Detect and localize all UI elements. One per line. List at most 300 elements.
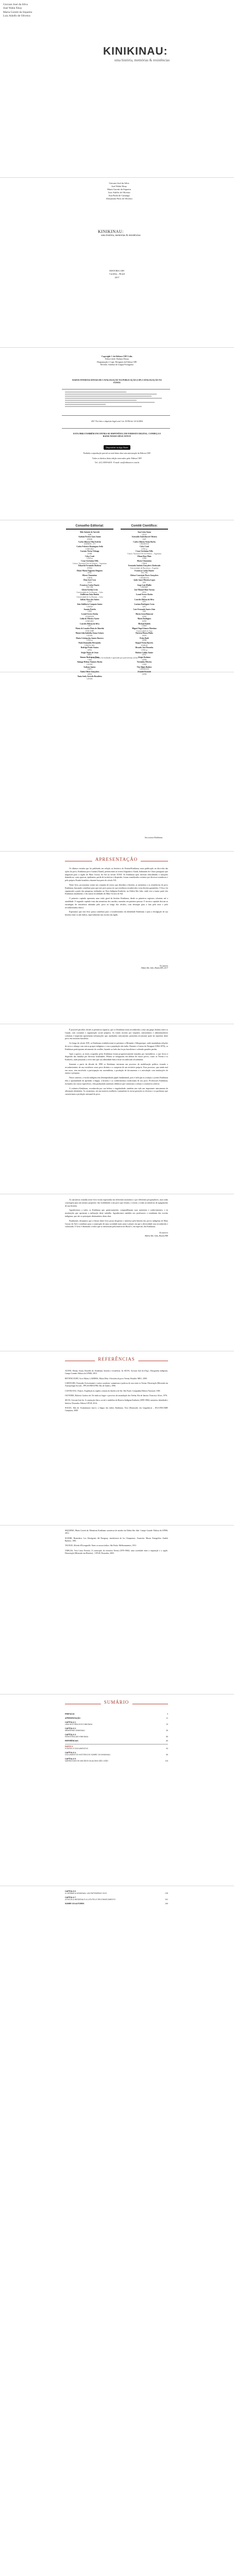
member-institution: UNIOESTE [140,543,149,546]
paragraph: Finalmente, desejamos que a leitura deste livro possa despertar o interesse pela história dos povos indígenas de Mato Grosso do Sul e contribuir para a construção de uma sociedade mais justa e plural, em que a diversidade seja reconhecida e valorizada. O livro é destinado a todos que se interessam pela história do Brasil e, em especial, dos Kinikinau. [65,1219,168,1228]
member-institution: UFPI [88,611,92,613]
member-name: Sérgio Nunes de Jesus [81,651,98,654]
summary-entry-page: 35 [166,1730,168,1732]
council-member [121,541,168,546]
reference-item: CARVALHO, Fernanda. Koixomuneti e outros curadores: xamanismo e práticas de cura entre os Terena. Dissertação (Mestrado em Antropologia Social) – PPGAS/MN/UFRJ, Rio de Janeiro, 1996. [65,1382,168,1387]
member-institution: UFPR [142,673,147,675]
half-title-imprint [109,269,125,279]
summary-entry-label: CAPÍTULO 5 [65,1758,76,1760]
catalog-card-lines [65,392,167,408]
council-member [66,589,113,594]
member-name: Eliane Rose Maio [137,555,152,557]
summary-entry-title: A ESCOLA INDÍGENA E A LUTA PELO RECONHECIMENTO [65,1899,115,1901]
councils-page [0,520,234,680]
council-member [66,603,113,608]
revision-line: Revisão: Analista de Língua Portuguesa [101,363,133,366]
cover-page [0,0,234,178]
member-name: Maria de Lourdes Pinto de Almeida [75,627,104,630]
council-member [121,644,168,651]
council-member [121,642,168,647]
reference-item: VARGAS, Vera Lúcia Ferreira. A construção do território Terena (1870-1966): uma sociedade entre a imposição e a opção. Dissertação (Mestrado em História) – UFGD, Dourados, 2003. [65,1549,168,1554]
council-member [121,570,168,574]
half-title-author: Alessandra Pires de Oliveira [106,197,132,200]
paragraph: Agradecemos a todos os Kinikinau que, generosamente, compartilharam suas memórias e conhecimentos, e às instituições que apoiaram a realização deste trabalho. Agradecemos também aos professores e estudantes das escolas indígenas, que são os principais destinatários desta obra. [65,1209,168,1217]
council-member [121,550,168,555]
member-name: Guillermo Arias Beatón [80,594,99,596]
member-name: Carlos Federico Dominguez Avila [76,546,103,548]
member-name: Carlos Alberto Vieira Borba [133,540,156,543]
member-institution: UFPB [142,658,147,661]
paragraph: As narrativas reunidas neste livro foram registradas em diferentes momentos e por diferentes pesquisadores, mas todas convergem para um mesmo propósito: dar visibilidade a um povo que resistiu, e resiste, a todas as tentativas de apagamento de sua história. [65,1198,168,1207]
signature-name: Os autores [159,965,168,967]
cover-author: Maria Goretti da Siqueira [3,10,32,14]
summary-list [65,1713,168,1764]
editorial-council-bar [66,529,113,530]
member-institution: UFOPA [87,634,93,637]
council-member [121,634,168,642]
member-institution: Universidade de La Havana – Cuba [76,596,103,599]
member-institution: UFRN [142,625,147,628]
member-name: Raquel Vieira Barreto [135,641,154,644]
reproduction-notice: Proibida a reprodução parcial ou total desta obra sem autorização da Editora CRV [83,452,151,454]
council-member [66,541,113,546]
member-institution: UFRJ [87,601,92,603]
member-institution: UNESP [87,605,93,608]
half-title-author: Maria Goretti da Siqueira [107,188,131,191]
member-name: Jorge Luís Mialhe [137,584,152,586]
summary-entry[interactable] [65,1717,168,1719]
council-member [66,533,113,541]
member-institution: Universidade de Barcelona – Espanha [130,567,159,570]
council-member [121,531,168,536]
scientific-committee [121,524,168,675]
member-institution: USP [142,538,146,541]
summary-entry-title: NARRATIVAS DE ANCIÃOS DA ALDEIA SÃO JOÃO [65,1760,108,1762]
member-name: Pedro Bodê [140,637,149,639]
summary-entry-label: REFERÊNCIAS [65,1740,78,1742]
summary-entry-title: RESISTÊNCIAS KINIKINAU [65,1736,89,1738]
council-member [121,533,168,541]
paragraph: A cerâmica Kinikinau, reconhecida por sua beleza e singularidade, também tem sido um importante instrumento de afirmação identitária. As ceramistas, em sua maioria mulheres, transmitem às novas gerações as técnicas e os grafismos que caracterizam a produção artesanal do povo. [65,1087,168,1096]
member-institution: UFF [142,582,146,584]
summary-entry[interactable] [65,1740,168,1742]
council-member [66,658,113,666]
member-institution: UEFS [142,634,147,637]
body-signature [65,1231,168,1238]
summary-entry-label: SOBRE OS AUTORES [65,1903,85,1905]
member-institution: UFOPA [87,677,93,680]
paragraph: É possível perceber, desde os primeiros registros, que os Kinikinau eram reconhecidos como um grupo distinto entre os Guaná, com costumes e organização social próprios. As fontes escritas por viajantes, missionários e administradores coloniais e imperiais apresentam informações que, analisadas criticamente, permitem reconstruir parte da trajetória deste povo em território brasileiro. [65,1028,168,1040]
member-name: Paulo Romualdo Hernandes [78,641,101,644]
member-name: Aldo Antonio de Azevedo [79,531,100,533]
council-member [121,658,168,666]
council-member [121,589,168,594]
member-institution: UFAL [87,572,92,574]
member-institution: UFES [87,649,92,651]
member-name: Ariovaldo Umbelino de Oliveira [131,536,157,538]
council-member [66,615,113,622]
member-institution: UFMG [87,567,93,570]
council-member [121,584,168,589]
reference-item: SOUZA, Ilda de. Koenukunoe emo'u: a língua dos índios Kinikinau. Tese (Doutorado em Linguística) – IEL/UNICAMP, Campinas, 2008. [65,1406,168,1412]
member-name: Michael Rabelo [138,622,151,625]
member-name: Mario Rodrigues [137,618,152,620]
digital-notice: ESTA OBRA TAMBÉM ENCONTRA-SE DISPONÍVEL EM FORMATO DIGITAL. CONHEÇA E BAIXE NOSSO APLICATIVO! [73,432,161,438]
summary-entry-page: 93 [166,1748,168,1750]
member-name: Carlos Alberto Vilar Estêvão [78,540,102,543]
summary-entry-page: 169 [165,1903,168,1905]
summary-page [0,1694,234,1886]
summary-entry[interactable] [65,1727,168,1732]
text-page [0,1024,234,1194]
editorial-council-title: Conselho Editorial: [75,524,104,528]
member-institution: UNIMEP [141,586,148,589]
member-institution: UNICAMP [85,630,94,632]
council-member [66,560,113,565]
summary-entry-label: CAPÍTULO 2 [65,1727,76,1730]
references-heading-text: REFERÊNCIAS [95,1357,138,1362]
council-member [121,603,168,608]
member-institution: URI [142,596,146,599]
member-institution: UFRJ [142,615,147,618]
council-member [66,584,113,589]
member-name: Lídia de Oliveira Xavier [80,618,99,620]
member-name: Luciano Rodrigues Costa [134,603,155,606]
credits-block [71,355,163,366]
council-member [66,613,113,618]
summary-entry[interactable] [65,1903,168,1905]
imprint-publisher: EDITORA CRV [109,269,125,272]
member-institution: UFSC [142,654,147,656]
council-member [121,579,168,584]
summary-entry-label: APRESENTAÇÃO [65,1717,80,1719]
cover-subtitle: uma história, memórias & resistências [114,58,170,62]
member-institution: UFSCar [87,557,93,560]
summary-entry-label: CAPÍTULO 1 [65,1721,76,1723]
member-institution: UNIEURO [85,548,94,550]
member-name: Gleisse Conceição Flores Gonçalves [130,574,159,577]
council-member [121,613,168,618]
cover-author: José Wabá Xhuy [3,7,22,10]
summary-entry-title: A CERÂMICA KINIKINAU: UM PATRIMÔNIO VIVO [65,1892,107,1894]
member-name: Josania Portela [83,608,96,611]
council-member [121,663,168,671]
reference-item: TAUNAY, Alfredo d'Escragnolle. Entre os nossos índios. São Paulo: Melhoramentos, 1931. [65,1545,137,1547]
catalog-card [62,389,170,416]
summary-entry[interactable] [65,1890,168,1894]
member-institution: UFSCar [141,649,147,651]
summary-entry[interactable] [65,1744,168,1750]
member-name: Sydione Santos [83,666,96,668]
member-name: Eduardo Fernandes Barbosa [78,565,102,567]
reference-item: OLIVEIRA, Roberto Cardoso de. Do índio ao bugre: o processo de assimilação dos Terêna. Rio de Janeiro: Francisco Alves, 1976. [65,1394,168,1397]
summary-entry[interactable] [65,1713,168,1715]
summary-entry-page: 11 [166,1717,168,1719]
council-member [121,632,168,637]
member-name: Lourdes Helena da Silva [80,622,99,625]
member-institution: UFV [88,625,92,628]
member-name: Elione Maria Nogueira Diogenes [76,569,103,572]
presentation-signature [120,965,168,969]
summary-heading [65,1700,168,1708]
council-member [66,652,113,656]
member-institution: Universidade de Vigo [136,630,153,632]
summary-entry-title: DOCUMENTOS HISTÓRICOS SOBRE OS KINIKINAU [65,1754,110,1756]
member-name: Ana Lúcia Souza [137,531,152,533]
council-member [121,605,168,613]
summary-entry[interactable] [65,1734,168,1738]
member-institution: UNIOESTE [140,668,149,671]
member-institution: Universidade de La Havana – Cuba [76,591,103,594]
member-name: João Adalberto Campato Junior [77,603,103,606]
paragraph: Ao longo do século XIX, os Kinikinau estabeleceram-se próximos a Miranda e Albuquerque, onde mantinham relações de troca e aliança com outros grupos indígenas e com a população não índia. Durante a Guerra do Paraguai (1864-1870), os Kinikinau participaram ativamente do conflito, lutando ao lado das forças brasileiras e sofrendo grandes perdas. [65,1042,168,1050]
council-member [66,623,113,628]
council-member [66,550,113,555]
divider [62,428,170,429]
presentation-heading-text: APRESENTAÇÃO [92,857,141,862]
cover-author: Giovani José da Silva [3,3,28,6]
half-title-author: Giovani José da Silva [109,182,129,184]
member-institution: UNEB [142,562,147,565]
council-member [66,642,113,647]
member-name: Luís Fernando Soares Zuin [133,608,155,611]
contact-line: Tel.: (41) 3039-6418 - E-mail: sac@editoracrv.com.br [94,461,140,464]
half-title-author: Ana Paula de Camargo [108,194,130,197]
member-name: Jader Janer Moreira Lopes [133,579,156,582]
member-name: Leonel Severo Rocha [136,594,153,596]
presentation-heading [65,857,168,865]
member-institution: UFV [142,601,146,603]
paragraph: Esperamos que este livro possa contribuir para o fortalecimento da identidade Kinikinau e para a divulgação de sua história entre os não índios, especialmente nas escolas da região. [65,910,168,917]
member-name: Francisco Carlos Duarte [80,584,99,586]
member-name: Patrícia Moura Pinho [136,632,153,635]
member-institution: UFSCar [87,639,93,642]
member-name: Cesar Gerônimo Tello [136,550,153,553]
half-title-author: José Wabá Xhuy [111,185,127,188]
summary-entry-title: UMA HISTÓRIA DOS KINIKINAU [65,1723,93,1725]
member-institution: UEM [142,557,146,560]
paragraph: Neste livro, procuramos reunir um conjunto de textos que abordam a história, as memórias e as resistências do povo Kinikinau, buscando contribuir para que este povo possa ter sua existência reconhecida e seus direitos garantidos. O livro foi organizado a partir das pesquisas realizadas na Terra Indígena Kadiwéu, na Aldeia São João, onde vive a maior parte dos Kinikinau atualmente, e em outras localidades do Mato Grosso do Sul. [65,883,168,895]
scientific-committee-bar [121,529,168,530]
summary-entry-page: 95 [166,1754,168,1756]
council-member [66,634,113,642]
summary-entry-page: 55 [166,1736,168,1738]
member-name: Élsio José Corá [83,579,96,582]
member-institution: PUC-PR [141,572,148,574]
summary-page-continued [0,1886,234,1999]
member-name: Tania Suely Azevedo Brasileiro [77,675,102,678]
store-badge-wrap [71,442,163,451]
member-name: Elizeu Clementino [82,574,97,577]
editor-line: Editor-chefe: Railson Moura [105,358,129,361]
council-member [121,615,168,622]
reference-item: BITTENCOURT, Circe Maria; LADEIRA, Maria Elisa. A história do povo Terena. Brasília: MEC, 2000. [65,1377,147,1380]
member-name: José Manuel Ruiz Varona [134,589,155,591]
summary-entry[interactable] [65,1752,168,1756]
member-name: Celso Conti [140,546,149,548]
reference-item: SUSNIK, Branislava. Los Aborígenes del Paraguay: etnohistoria de los Chaquenses. Asunción: Museo Etnográfico Andrés Barbero, 1981. [65,1537,168,1542]
member-institution: UFRRJ [87,538,93,541]
member-name: Miguel Ángel Gómez-Martínez [132,627,157,630]
member-institution: IFRO [87,654,92,656]
council-member [66,605,113,613]
member-institution: UMINHO – PT [83,543,96,546]
imprint-year: 2017 [114,276,120,279]
ficha-title: DADOS INTERNACIONAIS DE CATALOGAÇÃO NA PUBLICAÇÃO (CIP) CATALOGAÇÃO NA FONTE [72,379,162,384]
app-store-badge[interactable]: Disponível na App Store [104,445,131,450]
council-member [66,663,113,671]
member-name: Rodrigo Pratte-Santos [80,647,99,649]
summary-entry[interactable] [65,1758,168,1762]
dedication-text: Aos nossos Kinikinau. [144,836,163,839]
half-title-authors [101,182,137,200]
reference-item: CASTELNAU, Francis. Expedição às regiões centrais da América do Sul. São Paulo: Companhia Editora Nacional, 1949. [65,1389,161,1392]
half-title-subtitle: uma história, memórias & resistências [101,234,141,237]
member-institution: UFV [142,605,146,608]
member-name: Leonel Severo Rocha [81,613,98,615]
summary-entry-page: 15 [166,1723,168,1725]
rights-notice: Todos os direitos desta edição reservados pela: Editora CRV [92,457,142,460]
member-institution: UNIOESTE [140,577,149,579]
council-member [66,531,113,536]
member-institution: UNIEURO [85,620,94,622]
council-member [66,579,113,584]
summary-entry-label: PARTE II [65,1745,73,1748]
council-member [66,594,113,598]
reference-item: SIQUEIRA, Maria Goretti da. Memórias Kinikinau: narrativas de anciãos da Aldeia São João. Campo Grande: Editora da UFMS, 2012. [65,1530,168,1535]
council-member [121,560,168,565]
summary-entry[interactable] [65,1896,168,1901]
member-institution: UFOPA [87,663,93,666]
member-name: Carmen Tereza Velanga [80,550,99,553]
council-member [121,652,168,656]
member-institution: Univer. Nacional Três de Febrero – Argentina [127,553,161,555]
member-institution: UNISINOS [85,615,94,618]
council-member [66,632,113,637]
half-title-author: Luiz Adolfo de Oliveira [108,191,130,194]
dedication-page [0,672,234,852]
catalog-page [0,348,234,520]
summary-entry-label: CAPÍTULO 3 [65,1734,76,1736]
text-body [65,1198,168,1238]
member-name: Maria Lília Imbiriba Sousa Colares [75,632,104,635]
member-name: Tito Alípio Rudner [137,666,152,668]
summary-entry-label: PREFÁCIO [65,1713,75,1715]
text-body [65,1028,168,1097]
paragraph: Os últimos estudos que foi publicado em relação ao histórico do Kiniau/Kinikinau, mais publicação no dia-a-dia das ações do povo, Kinikinau povo Guaná (Chané), pertencentes ao tronco linguístico Aruák, habitantes do Chaco paraguaio que migraram para a região de Mato Grosso do Sul no século XVIII. Os Kinikinau após diversas dificuldades e situações dramáticas, como guerras, epidemias, perda de territórios e dispersão, foram considerados extintos por diversos estudiosos e pelo próprio Estado brasileiro durante boa parte do século XX. [65,867,168,882]
summary-entry-title: MEMÓRIAS KINIKINAU [65,1730,85,1732]
member-institution: UEPG [87,668,92,671]
summary-entry-title: FONTES E DOCUMENTOS [65,1748,88,1750]
presentation-body [65,867,168,918]
member-institution: UFSC [142,591,147,594]
council-member [121,562,168,570]
member-institution: UFPA [87,673,92,675]
summary-heading-text: SUMÁRIO [101,1700,132,1705]
half-title-title: KINIKINAU: [98,229,124,234]
summary-entry[interactable] [65,1721,168,1725]
member-name: Elizeu Clementino [137,560,152,563]
member-name: Simone Rodrigues Pinto [80,656,99,658]
member-institution: UFFS [87,582,92,584]
member-name: Lourdes Helena da Silva [135,598,154,601]
references-heading [65,1357,168,1365]
paragraph: Após a guerra, as terras ocupadas pelos Kinikinau foram progressivamente tomadas por fazendeiros, o que levou à dispersão das famílias por diversas localidades. Muitos se refugiaram em aldeias de outros povos, como os Terena e os Kadiwéu, onde passaram a viver sem que sua identidade étnica fosse reconhecida oficialmente. [65,1052,168,1061]
member-name: Tadeu Oliver Gonçalves [80,670,99,673]
member-name: Antônio Pereira Gaio Júnior [78,536,101,538]
layout-line: Diagramação e Capa: Designers da Editora CRV [97,360,137,363]
summary-entry-page: 115 [165,1760,168,1762]
member-name: Maria Lúcia Bianconi [136,613,153,615]
member-name: Rubens Caldas Junior [135,651,154,654]
member-institution: Univer. Nacional Três de Febrero – Argentina [73,562,107,565]
peer-review-note: Este livro foi avaliado e aprovado por pareceristas ad hoc. [93,657,139,659]
member-name: Jailson Alves dos Santos [80,598,99,601]
reference-item: SILVA, Giovani José da. A construção física, social e simbólica da Reserva Indígena Kadiwéu (1899-1984): memória, identidade e história. Dourados: Editora UFGD, 2014. [65,1399,168,1404]
member-institution: UFSCar [141,548,147,550]
cover-title: KINIKINAU: [103,45,168,57]
references-page [0,1351,234,1526]
summary-entry-label: CAPÍTULO 4 [65,1752,76,1754]
references-page-continued [0,1526,234,1694]
references-list [65,1530,168,1557]
member-institution: USP [142,611,146,613]
cover-authors [3,3,32,19]
member-name: Sérgio Kodama [138,656,151,658]
signature-place: Aldeia São João, Bonito/MS [144,1234,168,1237]
signature-place: Aldeia São João, Bonito/MS, 2017 [141,967,168,969]
council-member [121,623,168,628]
signature-name: Os autores [159,1231,168,1234]
member-institution: UnB [88,533,92,536]
member-name: Gloria Fariñas León [81,589,98,591]
references-list [65,1370,168,1414]
copyright-line: Copyright © da Editora CRV Ltda. [101,355,133,358]
summary-entry-page: 151 [165,1899,168,1901]
member-institution: PUC-PR [86,586,93,589]
member-name: Ricardo José Dornelas [135,647,154,649]
summary-list [65,1890,168,1907]
paragraph: O primeiro capítulo apresenta uma visão geral da história Kinikinau, desde os primeiros registros coloniais até a atualidade. O segundo capítulo trata das memórias dos anciãos, narradas em primeira pessoa. O terceiro capítulo discute as estratégias de resistência adotadas pelo povo ao longo dos séculos, com destaque para a luta pela terra e pelo reconhecimento étnico. [65,897,168,909]
member-institution: UFPR [142,639,147,642]
member-institution: UNEB [87,577,92,579]
member-institution: UNB [88,658,92,661]
imprint-city: Curitiba – Brasil [109,273,125,276]
paragraph: Somente a partir da década de 1990 os Kinikinau iniciaram um processo de mobilização política visando o reconhecimento de sua existência como povo distinto e a conquista de um território próprio. Esse processo, que ainda está em curso, tem envolvido a participação em assembleias, a produção de documentos e a articulação com instituições de ensino e pesquisa. [65,1062,168,1075]
member-institution: UNIR [87,553,92,555]
reference-item: ALTINI, Eliana; Souza, Rosaldo de. Kinikinau: história e resistência. In: SILVA, Giovani José da (Org.). Etnografias indígenas. Campo Grande: Editora da UFMS, 2010. [65,1370,168,1375]
scientific-committee-title: Comitê Científico: [131,524,158,528]
presentation-page [0,852,234,1024]
member-name: Francisco Carlos Duarte [135,569,154,572]
summary-entry-page: 9 [167,1713,168,1715]
member-institution: UNIFAL-MG [85,644,95,647]
scientific-committee-list [121,531,168,675]
summary-entry-label: CAPÍTULO 7 [65,1896,76,1899]
paragraph: Nesse contexto, a escola indígena tem desempenhado papel fundamental, pois é nela que as crianças e jovens Kinikinau têm a oportunidade de aprender a língua, a história e os conhecimentos tradicionais de seu povo. Professores Kinikinau, formados em cursos específicos, vêm produzindo materiais didáticos que valorizam a cultura e a memória coletiva. [65,1076,168,1085]
council-member [121,594,168,598]
member-institution: UEM [142,663,146,666]
deposit-line: 2017 Foi feito o depósito legal conf. Lei 10.994 de 14/12/2004 [91,420,143,422]
member-name: Fernando Antônio Gonçalves Alcoforado [128,565,161,567]
text-page [0,1194,234,1351]
member-name: Cesar Gerônimo Tello [81,560,98,563]
member-name: Maria Cristina dos Santos Bezerra [76,637,104,639]
member-institution: UNIFAP [141,644,148,647]
summary-entry-page: 135 [165,1892,168,1894]
cover-author: Luiz Adolfo de Oliveira [3,14,30,18]
member-institution: UFRJ [142,620,147,622]
